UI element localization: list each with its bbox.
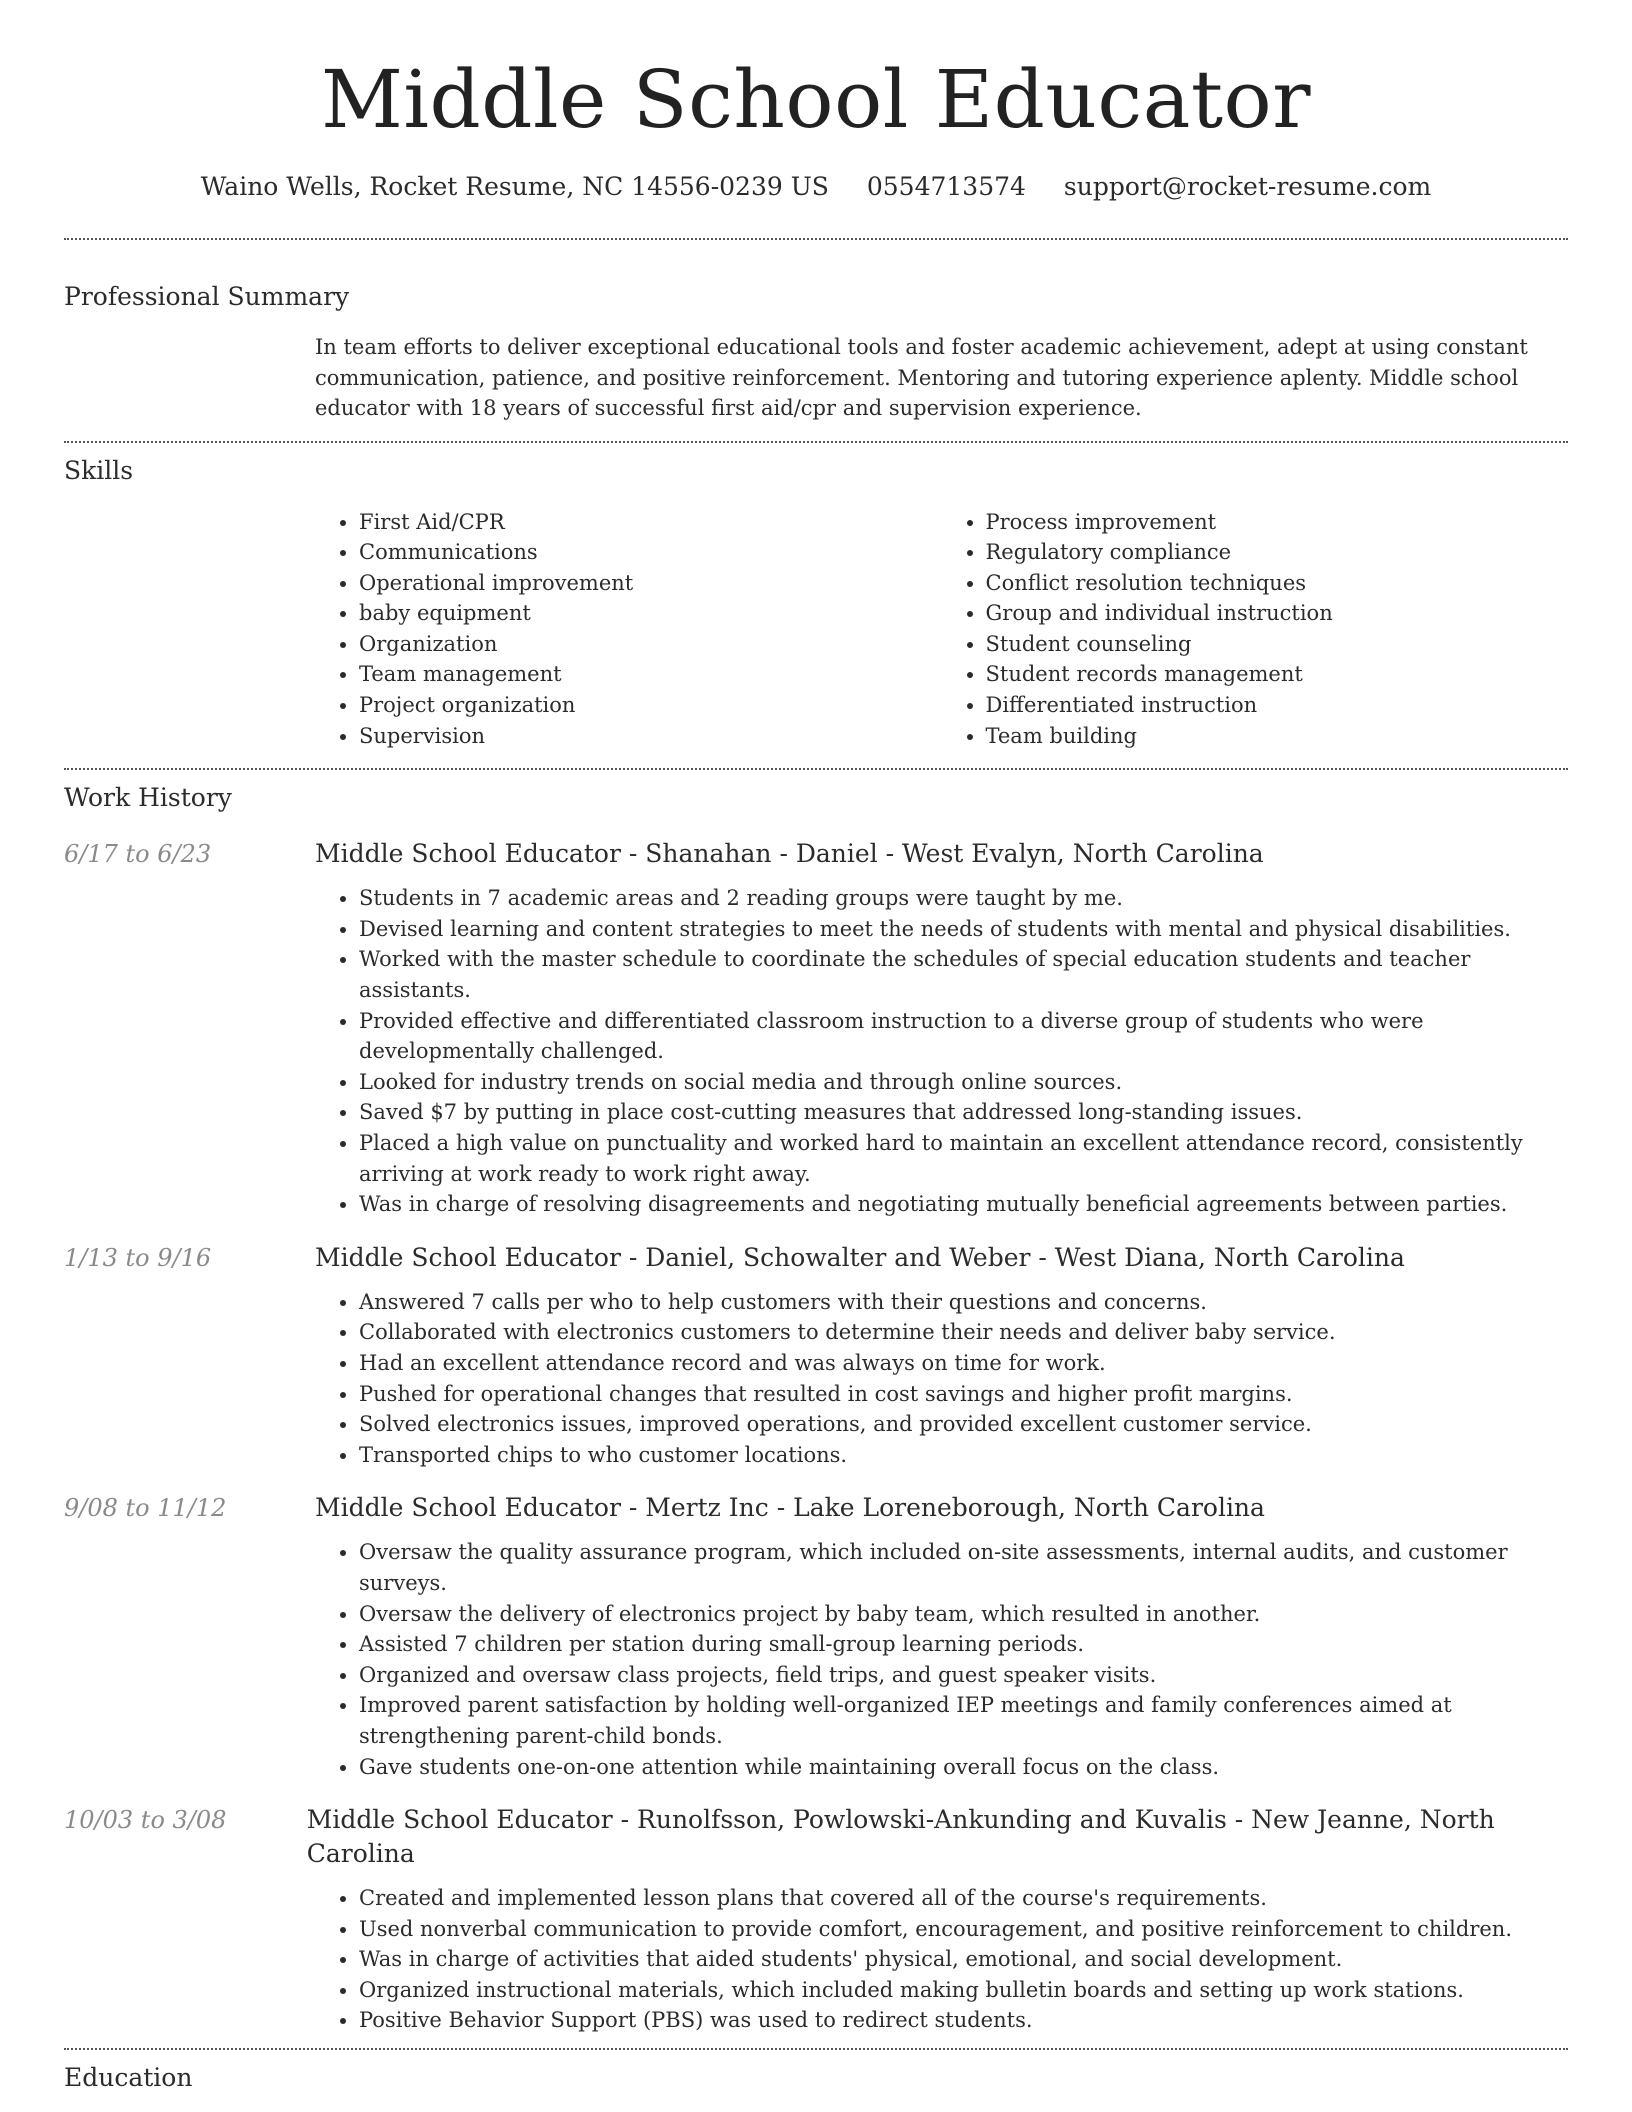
divider: [64, 2048, 1568, 2050]
job-bullet: • Positive Behavior Support (PBS) was used to redirect students.: [359, 2005, 1568, 2036]
job-bullet: • Assisted 7 children per station during small-group learning periods.: [359, 1629, 1568, 1660]
skill-item: • First Aid/CPR: [359, 507, 942, 538]
skill-item: • Team management: [359, 659, 942, 690]
skill-item: • Operational improvement: [359, 568, 942, 599]
job-dates: 9/08 to 11/12: [64, 1494, 227, 1523]
job-bullet: • Placed a high value on punctuality and worked hard to maintain an excellent attendance record, consistently arriving at work ready to work right away.: [359, 1128, 1568, 1189]
skill-item: • Communications: [359, 537, 942, 568]
job-bullets: [315, 1287, 1568, 1471]
job-bullet: • Transported chips to who customer locations.: [359, 1440, 1568, 1471]
resume-name: Middle School Educator: [321, 53, 1311, 146]
job-bullets: [315, 883, 1568, 1220]
skill-item: • Group and individual instruction: [986, 598, 1569, 629]
job-header: [64, 1803, 1568, 1871]
job-bullet: • Improved parent satisfaction by holding well-organized IEP meetings and family conferences aimed at strengthening parent-child bonds.: [359, 1690, 1568, 1751]
job-bullet: • Gave students one-on-one attention while maintaining overall focus on the class.: [359, 1752, 1568, 1783]
section-title-education: Education: [64, 2063, 193, 2093]
job-header: [64, 1491, 1568, 1525]
skill-item: • Conflict resolution techniques: [986, 568, 1569, 599]
job-bullet: • Worked with the master schedule to coordinate the schedules of special education students and teacher assistants.: [359, 944, 1568, 1005]
contact-phone: 0554713574: [866, 172, 1026, 201]
job-bullet: • Had an excellent attendance record and was always on time for work.: [359, 1348, 1568, 1379]
job-bullets: [315, 1883, 1568, 2036]
job-bullet: • Answered 7 calls per who to help customers with their questions and concerns.: [359, 1287, 1568, 1318]
job-bullet: • Was in charge of resolving disagreements and negotiating mutually beneficial agreements between parties.: [359, 1189, 1568, 1220]
skill-item: • Project organization: [359, 690, 942, 721]
skills-column-right: [942, 507, 1569, 752]
job-title: Middle School Educator - Daniel, Schowalter and Weber - West Diana, North Carolina: [315, 1242, 1405, 1272]
job-entry: [64, 1803, 1568, 2036]
summary-text: In team efforts to deliver exceptional educational tools and foster academic achievement, adept at using constant communication, patience, and positive reinforcement. Mentoring and tutoring experience aplenty. Middle school educator with 18 years of successful first aid/cpr and supervision experience.: [315, 335, 1528, 420]
contact-line: [64, 170, 1568, 204]
job-bullet: • Collaborated with electronics customers to determine their needs and deliver baby service.: [359, 1317, 1568, 1348]
job-bullets: [315, 1537, 1568, 1782]
contact-email: support@rocket-resume.com: [1063, 172, 1432, 201]
job-dates: 6/17 to 6/23: [64, 840, 212, 869]
skill-item: • Differentiated instruction: [986, 690, 1569, 721]
job-bullet: • Oversaw the delivery of electronics project by baby team, which resulted in another.: [359, 1599, 1568, 1630]
resume-page: [64, 0, 1568, 2095]
skills-list: [315, 507, 1568, 752]
job-bullet: • Provided effective and differentiated classroom instruction to a diverse group of students who were developmentally challenged.: [359, 1006, 1568, 1067]
job-header: [64, 1241, 1568, 1275]
contact-address: Waino Wells, Rocket Resume, NC 14556-0239 US: [200, 172, 829, 201]
job-dates: 10/03 to 3/08: [64, 1806, 227, 1835]
job-header: [64, 837, 1568, 871]
skill-item: • Student counseling: [986, 629, 1569, 660]
skill-item: • Organization: [359, 629, 942, 660]
job-bullet: • Solved electronics issues, improved operations, and provided excellent customer service.: [359, 1409, 1568, 1440]
job-bullet: • Pushed for operational changes that resulted in cost savings and higher profit margins.: [359, 1379, 1568, 1410]
skills-column-left: [315, 507, 942, 752]
section-title-skills: Skills: [64, 455, 134, 485]
job-title: Middle School Educator - Shanahan - Daniel - West Evalyn, North Carolina: [315, 839, 1264, 869]
skill-item: • Student records management: [986, 659, 1569, 690]
job-bullet: • Used nonverbal communication to provide comfort, encouragement, and positive reinforcement to children.: [359, 1914, 1568, 1945]
job-entry: [64, 1241, 1568, 1471]
job-bullet: • Students in 7 academic areas and 2 reading groups were taught by me.: [359, 883, 1568, 914]
job-bullet: • Looked for industry trends on social media and through online sources.: [359, 1067, 1568, 1098]
job-bullet: • Organized instructional materials, which included making bulletin boards and setting up work stations.: [359, 1975, 1568, 2006]
section-title-summary: Professional Summary: [64, 282, 350, 311]
job-bullet: • Oversaw the quality assurance program, which included on-site assessments, internal audits, and customer surveys.: [359, 1537, 1568, 1598]
job-entry: [64, 837, 1568, 1220]
skill-item: • baby equipment: [359, 598, 942, 629]
skill-item: • Team building: [986, 721, 1569, 752]
divider: [64, 238, 1568, 240]
job-bullet: • Saved $7 by putting in place cost-cutting measures that addressed long-standing issues.: [359, 1097, 1568, 1128]
job-title: Middle School Educator - Runolfsson, Powlowski-Ankunding and Kuvalis - New Jeanne, North Carolina: [306, 1805, 1495, 1869]
job-bullet: • Organized and oversaw class projects, field trips, and guest speaker visits.: [359, 1660, 1568, 1691]
job-bullet: • Created and implemented lesson plans that covered all of the course's requirements.: [359, 1883, 1568, 1914]
skill-item: • Regulatory compliance: [986, 537, 1569, 568]
job-entry: [64, 1491, 1568, 1782]
job-bullet: • Devised learning and content strategies to meet the needs of students with mental and physical disabilities.: [359, 914, 1568, 945]
job-bullet: • Was in charge of activities that aided students' physical, emotional, and social development.: [359, 1944, 1568, 1975]
job-dates: 1/13 to 9/16: [64, 1243, 212, 1272]
skill-item: • Process improvement: [986, 507, 1569, 538]
divider: [64, 768, 1568, 770]
section-title-work: Work History: [64, 783, 232, 813]
divider: [64, 441, 1568, 443]
job-title: Middle School Educator - Mertz Inc - Lake Loreneborough, North Carolina: [315, 1493, 1265, 1523]
skill-item: • Supervision: [359, 721, 942, 752]
